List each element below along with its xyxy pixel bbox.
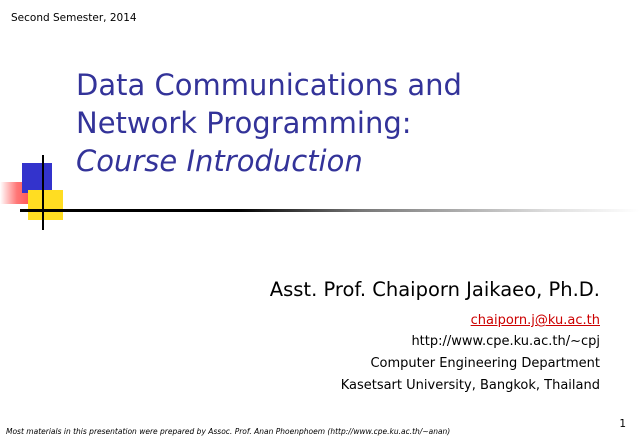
author-block <box>270 277 600 397</box>
department: Computer Engineering Department <box>370 356 600 371</box>
footer-note: Most materials in this presentation were prepared by Assoc. Prof. Anan Phoenphoem (http://www.cpe.ku.ac.th/~anan) <box>6 427 451 436</box>
title-line-2: Network Programming: <box>76 106 412 140</box>
university: Kasetsart University, Bangkok, Thailand <box>340 378 600 393</box>
horizontal-divider <box>20 209 640 212</box>
blue-decor-square <box>22 163 52 193</box>
title-line-1: Data Communications and <box>76 68 462 102</box>
homepage-url: http://www.cpe.ku.ac.th/~cpj <box>411 334 600 349</box>
slide-title <box>76 66 462 180</box>
email-link[interactable]: chaiporn.j@ku.ac.th <box>470 313 600 328</box>
semester-label: Second Semester, 2014 <box>11 12 137 24</box>
yellow-decor-square <box>28 190 63 220</box>
vertical-divider <box>42 155 44 230</box>
page-number: 1 <box>619 418 626 430</box>
author-name: Asst. Prof. Chaiporn Jaikaeo, Ph.D. <box>269 278 600 301</box>
title-line-3: Course Introduction <box>76 144 363 178</box>
